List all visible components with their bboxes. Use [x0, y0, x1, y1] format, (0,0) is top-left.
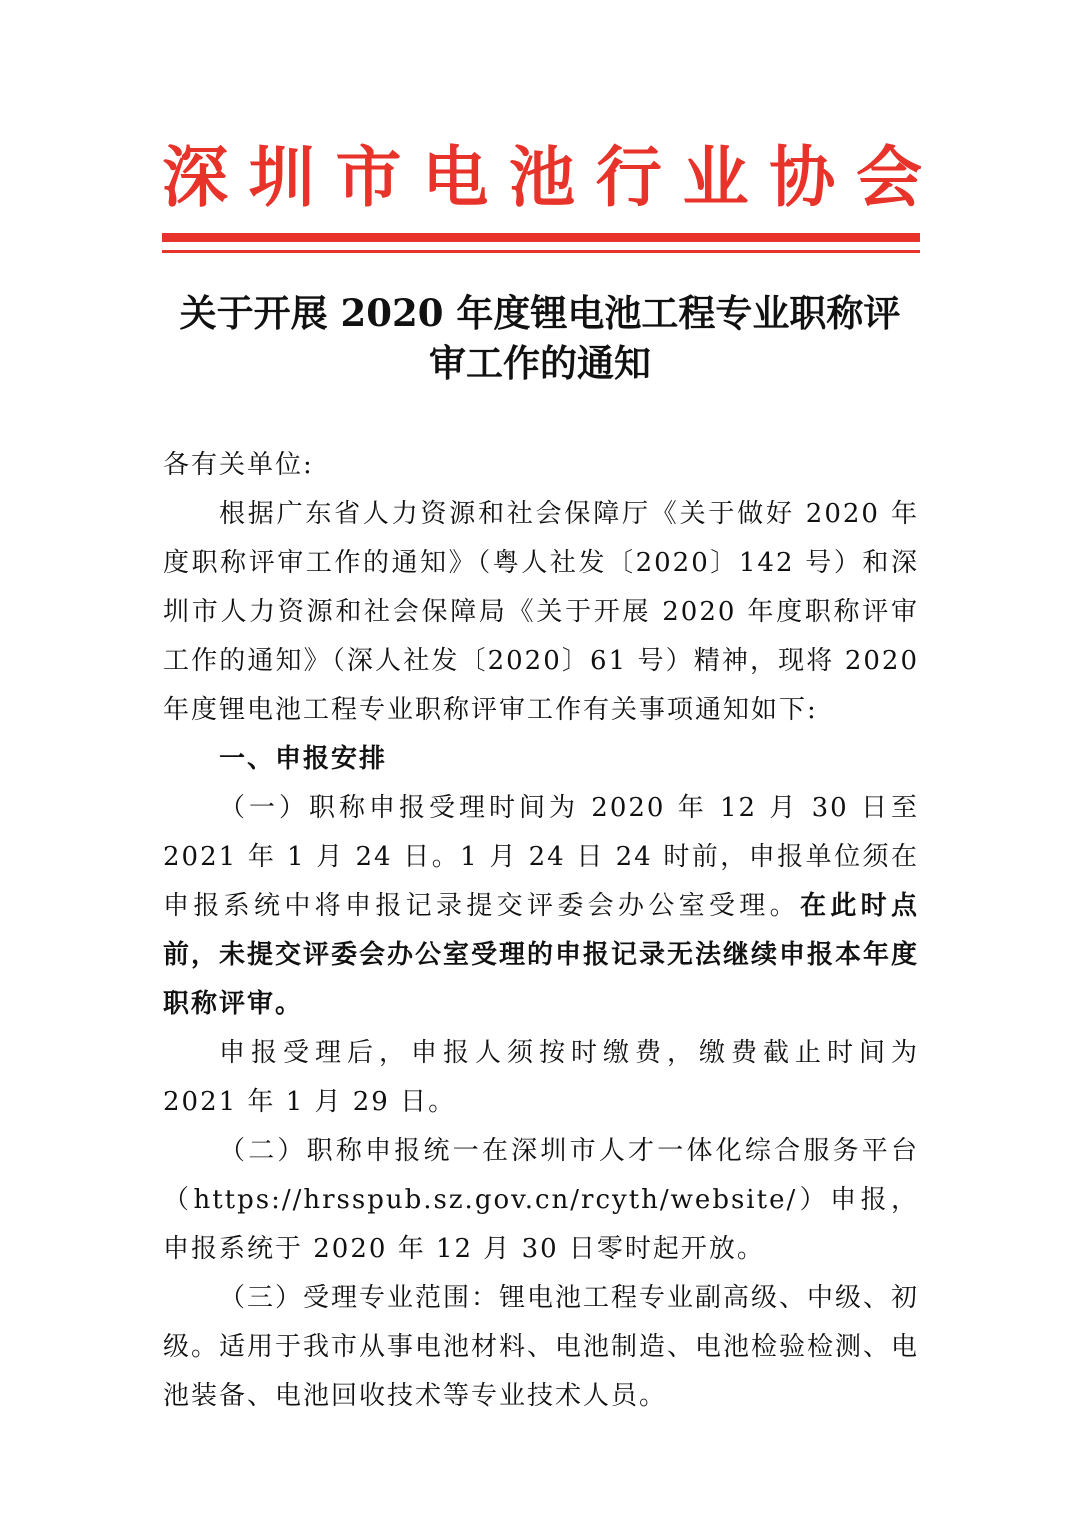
item-1-bold-notice: 在此时点前，未提交评委会办公室受理的申报记录无法继续申报本年度职称评审。 — [163, 891, 920, 1019]
intro-paragraph: 根据广东省人力资源和社会保障厅《关于做好 2020 年度职称评审工作的通知》（粤人社发〔2020〕142 号）和深圳市人力资源和社会保障局《关于开展 2020 年度职称评审工作的通知》（深人社发〔2020〕61 号）精神，现将 2020 年度锂电池工程专业职称评审工作有关事项通知如下: — [163, 499, 919, 725]
salutation: 各有关单位: — [163, 450, 314, 480]
letterhead-char: 电 — [422, 139, 489, 216]
document-body — [163, 441, 919, 1421]
document-title — [150, 288, 930, 388]
letterhead-char: 深 — [162, 139, 228, 216]
letterhead-rule-thin — [162, 250, 920, 253]
section-heading-1: 一、申报安排 — [219, 744, 388, 774]
letterhead-rule-thick — [162, 233, 920, 242]
letterhead-title — [162, 138, 922, 218]
letterhead-char: 会 — [856, 139, 922, 216]
letterhead-char: 圳 — [248, 139, 315, 216]
item-1-paragraph — [163, 784, 919, 1029]
payment-paragraph: 申报受理后，申报人须按时缴费，缴费截止时间为 2021 年 1 月 29 日。 — [163, 1038, 919, 1117]
letterhead-char: 协 — [769, 139, 836, 216]
item-3-paragraph: （三）受理专业范围：锂电池工程专业副高级、中级、初级。适用于我市从事电池材料、电池制造、电池检验检测、电池装备、电池回收技术等专业技术人员。 — [163, 1283, 920, 1411]
item-1-text: （一）职称申报受理时间为 2020 年 12 月 30 日至 2021 年 1 月 24 日。1 月 24 日 24 时前，申报单位须在申报系统中将申报记录提交评委会办公室受理。 — [163, 793, 919, 921]
document-title-line-2: 审工作的通知 — [429, 341, 651, 385]
letterhead-char: 行 — [595, 139, 662, 216]
letterhead-char: 业 — [682, 139, 749, 216]
letterhead-char: 池 — [509, 139, 575, 216]
letterhead-char: 市 — [335, 139, 402, 216]
document-title-line-1: 关于开展 2020 年度锂电池工程专业职称评 — [179, 291, 901, 335]
item-2-paragraph: （二）职称申报统一在深圳市人才一体化综合服务平台（https://hrsspub.sz.gov.cn/rcyth/website/）申报，申报系统于 2020 年 12 月 30 日零时起开放。 — [163, 1136, 919, 1264]
